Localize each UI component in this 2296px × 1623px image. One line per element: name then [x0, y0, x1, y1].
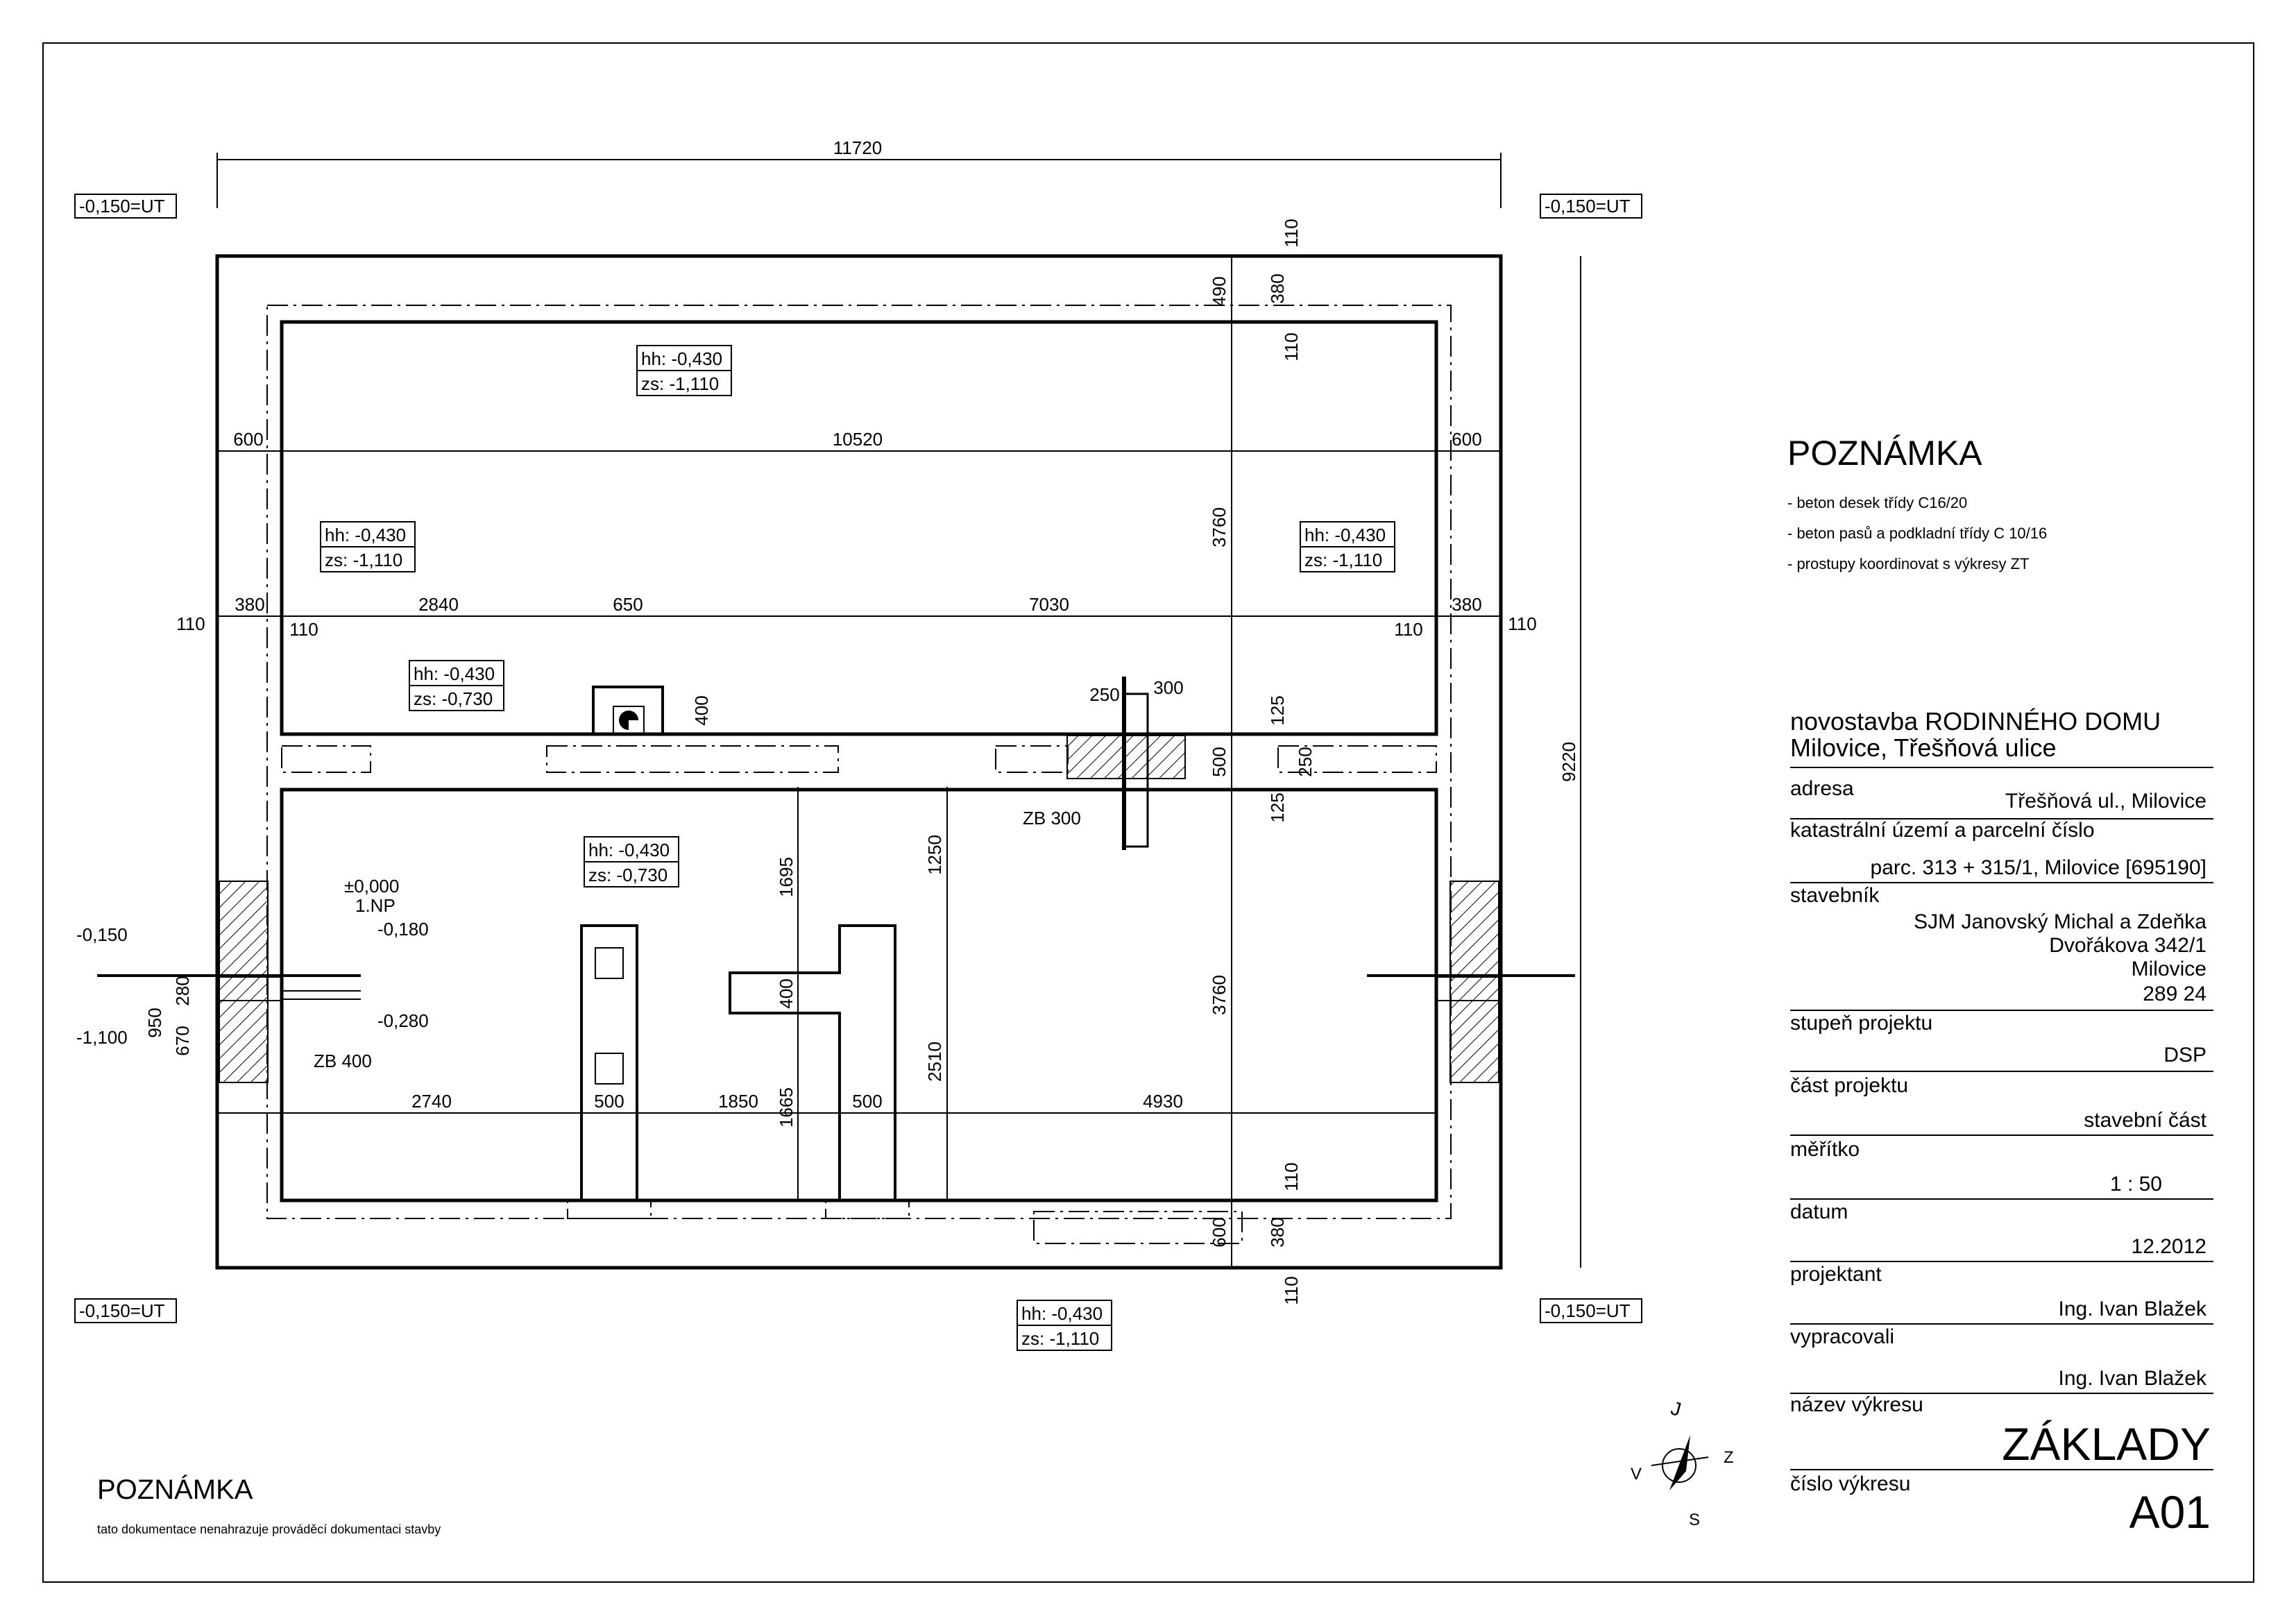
stavebnik-label: stavebník	[1790, 884, 1880, 907]
dim-c300: 300	[1153, 677, 1184, 698]
projektant-label: projektant	[1790, 1263, 1882, 1286]
nazev-label: název výkresu	[1790, 1393, 1923, 1416]
dim-400: 400	[776, 978, 797, 1009]
dim-bot380: 380	[1267, 1217, 1288, 1248]
cislo-label: číslo výkresu	[1790, 1472, 1911, 1495]
ut-tag-tr: -0,150=UT	[1545, 196, 1631, 216]
dim-mid500: 500	[1209, 747, 1230, 777]
north-arrow-icon	[1631, 1397, 1734, 1529]
dim-500b: 500	[852, 1091, 883, 1112]
dim-2740: 2740	[411, 1091, 452, 1112]
dim-margin-left: 600	[233, 429, 264, 450]
dim-bot110a: 110	[1281, 1162, 1302, 1191]
dim-top110a: 110	[1281, 219, 1302, 248]
pillar-left	[581, 926, 637, 1200]
dim-room-bottom: 3760	[1209, 975, 1230, 1015]
bottom-notes-title: POZNÁMKA	[97, 1475, 253, 1505]
projektant-value: Ing. Ivan Blažek	[2058, 1298, 2206, 1320]
notes-line-3: - prostupy koordinovat s výkresy ZT	[1787, 555, 2030, 572]
ut-tag-tl: -0,150=UT	[79, 196, 165, 216]
notes-line-1: - beton desek třídy C16/20	[1787, 494, 1968, 511]
hh-tag-5	[584, 837, 679, 887]
dim-1695: 1695	[776, 857, 797, 897]
dim-280: 280	[172, 976, 193, 1006]
hh-tag-4	[409, 661, 504, 711]
dim-room-top: 3760	[1209, 507, 1230, 547]
dim-overall-height: 9220	[1558, 742, 1579, 782]
dim-mid250: 250	[1295, 747, 1316, 777]
dim-top490: 490	[1209, 276, 1230, 307]
svg-text:zs: -1,110: zs: -1,110	[325, 550, 403, 570]
cast-label: část projektu	[1790, 1074, 1909, 1097]
svg-text:zs: -1,110: zs: -1,110	[1304, 550, 1383, 570]
dim-bot110b: 110	[1281, 1276, 1302, 1305]
chimney-flue-mark	[619, 711, 638, 730]
dim-top110b: 110	[1281, 332, 1302, 362]
datum-value: 12.2012	[2131, 1235, 2206, 1258]
label-zb400: ZB 400	[314, 1051, 372, 1071]
stupen-label: stupeň projektu	[1790, 1012, 1933, 1035]
dim-l380: 380	[235, 594, 265, 615]
label-1np: 1.NP	[355, 895, 396, 916]
right-wall-section	[1450, 881, 1499, 1082]
dim-670: 670	[172, 1026, 193, 1056]
dim-inner-width: 10520	[832, 429, 883, 450]
dim-2510: 2510	[924, 1042, 945, 1082]
dim-l110b: 110	[289, 619, 318, 640]
dim-r380: 380	[1452, 594, 1482, 615]
left-wall-section	[219, 881, 268, 1082]
svg-text:hh: -0,430: hh: -0,430	[641, 348, 723, 369]
svg-text:J: J	[1668, 1397, 1684, 1421]
dim-r110b: 110	[1508, 613, 1537, 634]
hh-tag-2	[321, 522, 415, 572]
dim-1250: 1250	[924, 835, 945, 875]
svg-text:V: V	[1631, 1465, 1642, 1484]
datum-label: datum	[1790, 1200, 1848, 1223]
adresa-label: adresa	[1790, 777, 1854, 800]
stavebnik-l3: Milovice	[2131, 958, 2206, 980]
svg-text:hh: -0,430: hh: -0,430	[325, 525, 407, 545]
label-0150: -0,150	[76, 924, 128, 945]
dim-7030: 7030	[1029, 594, 1069, 615]
meritko-label: měřítko	[1790, 1138, 1860, 1161]
ut-tag-br: -0,150=UT	[1545, 1300, 1631, 1321]
label-zb300: ZB 300	[1023, 808, 1081, 829]
cislo-value: A01	[2129, 1486, 2211, 1538]
svg-text:Z: Z	[1724, 1448, 1734, 1467]
svg-text:zs: -1,110: zs: -1,110	[1021, 1328, 1100, 1349]
title-block	[1790, 707, 2213, 1538]
svg-text:hh: -0,430: hh: -0,430	[1304, 525, 1386, 545]
project-line2: Milovice, Třešňová ulice	[1790, 733, 2057, 762]
nazev-value: ZÁKLADY	[2002, 1418, 2211, 1470]
hh-tag-6	[1017, 1300, 1112, 1350]
cast-value: stavební část	[2084, 1109, 2206, 1132]
svg-text:zs: -0,730: zs: -0,730	[588, 865, 668, 885]
dim-margin-right: 600	[1452, 429, 1482, 450]
vypracovali-value: Ing. Ivan Blažek	[2058, 1367, 2206, 1390]
dim-1850: 1850	[718, 1091, 758, 1112]
dim-500a: 500	[594, 1091, 624, 1112]
vypracovali-label: vypracovali	[1790, 1325, 1895, 1348]
dim-bot600: 600	[1209, 1217, 1230, 1248]
dim-r110: 110	[1394, 619, 1423, 640]
svg-text:zs: -0,730: zs: -0,730	[414, 688, 493, 709]
dim-650: 650	[613, 594, 643, 615]
dim-2840: 2840	[418, 594, 459, 615]
label-0180: -0,180	[377, 919, 429, 940]
stavebnik-l4: 289 24	[2143, 983, 2206, 1005]
stupen-value: DSP	[2163, 1044, 2206, 1067]
svg-text:hh: -0,430: hh: -0,430	[414, 663, 495, 684]
dim-950: 950	[144, 1008, 165, 1038]
level-tags	[75, 194, 1642, 1323]
dim-4930: 4930	[1143, 1091, 1183, 1112]
label-0280: -0,280	[377, 1010, 429, 1031]
project-line1: novostavba RODINNÉHO DOMU	[1790, 707, 2161, 736]
room-lower	[282, 790, 1436, 1200]
dim-mid125a: 125	[1267, 695, 1288, 726]
dim-top380: 380	[1267, 273, 1288, 304]
notes-line-2: - beton pasů a podkladní třídy C 10/16	[1787, 525, 2048, 542]
svg-text:zs: -1,110: zs: -1,110	[641, 373, 720, 394]
adresa-value: Třešňová ul., Milovice	[2005, 790, 2206, 813]
stavebnik-l2: Dvořákova 342/1	[2049, 934, 2206, 957]
dim-mid125b: 125	[1267, 792, 1288, 823]
bottom-notes-line: tato dokumentace nenahrazuje prováděcí dokumentaci stavby	[97, 1522, 441, 1536]
notes-title: POZNÁMKA	[1787, 434, 1982, 473]
hh-tag-1	[637, 346, 731, 396]
dim-400b: 400	[691, 695, 712, 726]
stavebnik-l1: SJM Janovský Michal a Zdeňka	[1914, 910, 2206, 933]
svg-text:hh: -0,430: hh: -0,430	[588, 840, 670, 860]
hh-tag-3	[1300, 522, 1395, 572]
katastr-value: parc. 313 + 315/1, Milovice [695190]	[1870, 856, 2206, 879]
label-1100: -1,100	[76, 1027, 128, 1048]
meritko-value: 1 : 50	[2109, 1173, 2162, 1196]
ut-tag-bl: -0,150=UT	[79, 1300, 165, 1321]
svg-text:S: S	[1689, 1511, 1701, 1529]
middle-strip-footings	[282, 746, 1436, 772]
label-lvl-000: ±0,000	[344, 876, 400, 897]
dim-l110: 110	[176, 613, 205, 634]
t-wall	[730, 926, 895, 1200]
svg-text:hh: -0,430: hh: -0,430	[1021, 1303, 1103, 1324]
dim-c250: 250	[1089, 684, 1120, 705]
dim-overall-width: 11720	[833, 137, 883, 158]
dim-1665: 1665	[776, 1087, 797, 1128]
katastr-label: katastrální území a parcelní číslo	[1790, 819, 2095, 842]
